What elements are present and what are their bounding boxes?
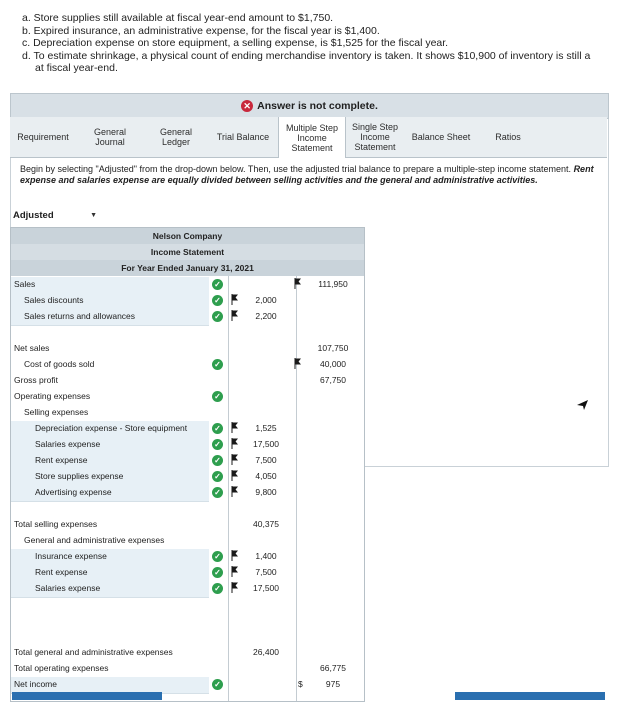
rent-admin-amount[interactable]: 7,500 <box>255 567 277 577</box>
check-icon: ✓ <box>212 359 223 370</box>
net-income-amount[interactable]: 975 <box>325 679 341 689</box>
check-icon: ✓ <box>212 391 223 402</box>
statement-title: Income Statement <box>11 244 364 260</box>
row-advertising: Advertising expense ✓ 9,800 <box>11 485 364 501</box>
tab-trial-balance[interactable]: Trial Balance <box>216 132 270 142</box>
income-statement-table <box>10 227 365 702</box>
row-sales-discounts: Sales discounts ✓ 2,000 <box>11 293 364 309</box>
flag-icon <box>231 486 238 497</box>
check-icon: ✓ <box>212 551 223 562</box>
check-icon: ✓ <box>212 471 223 482</box>
insurance-amount[interactable]: 1,400 <box>255 551 277 561</box>
answer-status-bar <box>10 93 609 119</box>
row-net-income: Net income ✓ $ 975 <box>11 677 364 693</box>
row-depreciation: Depreciation expense - Store equipment ✓ 1,525 <box>11 421 364 437</box>
directions-text <box>20 164 600 185</box>
instructions <box>22 12 617 75</box>
row-total-selling: Total selling expenses 40,375 <box>11 517 364 533</box>
check-icon: ✓ <box>212 295 223 306</box>
gross-profit-amount[interactable]: 67,750 <box>320 375 346 385</box>
flag-icon <box>294 278 301 289</box>
row-sales-returns: Sales returns and allowances ✓ 2,200 <box>11 309 364 325</box>
check-icon: ✓ <box>212 583 223 594</box>
instruction-a: a. Store supplies still available at fiscal year-end amount to $1,750. <box>22 12 334 24</box>
check-icon: ✓ <box>212 311 223 322</box>
sales-discounts-amount[interactable]: 2,000 <box>255 295 277 305</box>
flag-icon <box>231 550 238 561</box>
total-operating-amount[interactable]: 66,775 <box>320 663 346 673</box>
flag-icon <box>294 358 301 369</box>
row-sales: Sales ✓ 111,950 <box>11 277 364 293</box>
check-icon: ✓ <box>212 279 223 290</box>
row-total-operating: Total operating expenses 66,775 <box>11 661 364 677</box>
store-supplies-amount[interactable]: 4,050 <box>255 471 277 481</box>
flag-icon <box>231 422 238 433</box>
nav-next-button[interactable] <box>455 692 605 700</box>
currency-symbol: $ <box>298 679 303 689</box>
nav-prev-button[interactable] <box>12 692 162 700</box>
sales-total[interactable]: 111,950 <box>318 279 348 289</box>
check-icon: ✓ <box>212 679 223 690</box>
row-salaries-selling: Salaries expense ✓ 17,500 <box>11 437 364 453</box>
flag-icon <box>231 310 238 321</box>
row-cogs: Cost of goods sold ✓ 40,000 <box>11 357 364 373</box>
directions-emphasis: Rent expense and salaries expense are equally divided between selling activities and the general and administrative activities. <box>20 164 594 185</box>
sales-returns-amount[interactable]: 2,200 <box>255 311 277 321</box>
label-select-sales[interactable] <box>11 277 209 294</box>
check-icon: ✓ <box>212 487 223 498</box>
row-gross-profit: Gross profit 67,750 <box>11 373 364 389</box>
check-icon: ✓ <box>212 439 223 450</box>
flag-icon <box>231 438 238 449</box>
row-store-supplies: Store supplies expense ✓ 4,050 <box>11 469 364 485</box>
flag-icon <box>231 454 238 465</box>
flag-icon <box>231 582 238 593</box>
total-gen-admin-amount[interactable]: 26,400 <box>253 647 279 657</box>
cogs-amount[interactable]: 40,000 <box>320 359 346 369</box>
requirement-tabs <box>10 117 607 158</box>
adjusted-dropdown[interactable] <box>10 207 103 223</box>
company-name: Nelson Company <box>11 228 364 244</box>
instruction-c: c. Depreciation expense on store equipment, a selling expense, is $1,525 for the fiscal year. <box>22 37 449 49</box>
row-selling-expenses: Selling expenses <box>24 407 89 417</box>
instruction-d-cont: at fiscal year-end. <box>35 62 118 74</box>
tab-general-ledger[interactable]: General Ledger <box>159 127 193 147</box>
tab-ratios[interactable]: Ratios <box>495 132 521 142</box>
salaries-selling-amount[interactable]: 17,500 <box>253 439 279 449</box>
row-gen-admin: General and administrative expenses <box>24 535 165 545</box>
tab-general-journal[interactable]: General Journal <box>93 127 127 147</box>
dropdown-selected: Adjusted <box>13 209 54 221</box>
row-net-sales: Net sales 107,750 <box>11 341 364 357</box>
instruction-b: b. Expired insurance, an administrative expense, for the fiscal year is $1,400. <box>22 24 380 37</box>
depreciation-amount[interactable]: 1,525 <box>255 423 277 433</box>
row-rent-admin: Rent expense ✓ 7,500 <box>11 565 364 581</box>
chevron-down-icon: ▼ <box>90 211 97 219</box>
total-selling-amount[interactable]: 40,375 <box>253 519 279 529</box>
row-total-gen-admin: Total general and administrative expenses 26,400 <box>11 645 364 661</box>
answer-status-text: Answer is not complete. <box>257 100 378 112</box>
cursor-icon <box>577 399 589 411</box>
flag-icon <box>231 294 238 305</box>
error-x-icon: ✕ <box>241 100 253 112</box>
tab-balance-sheet[interactable]: Balance Sheet <box>411 132 471 142</box>
salaries-admin-amount[interactable]: 17,500 <box>253 583 279 593</box>
tab-single-step-income-statement[interactable]: Single Step Income Statement <box>351 122 399 152</box>
row-insurance: Insurance expense ✓ 1,400 <box>11 549 364 565</box>
directions-plain: Begin by selecting "Adjusted" from the drop-down below. Then, use the adjusted trial balance to prepare a multiple-step income statement. <box>20 164 572 174</box>
flag-icon <box>231 470 238 481</box>
instruction-d: d. To estimate shrinkage, a physical count of ending merchandise inventory is taken. It shows $10,900 of inventory is still a <box>22 49 591 62</box>
net-sales-amount[interactable]: 107,750 <box>317 343 349 353</box>
check-icon: ✓ <box>212 423 223 434</box>
check-icon: ✓ <box>212 567 223 578</box>
row-operating-expenses: Operating expenses ✓ <box>11 389 364 405</box>
tab-multiple-step-income-statement[interactable]: Multiple Step Income Statement <box>278 117 346 158</box>
statement-period: For Year Ended January 31, 2021 <box>11 260 364 276</box>
advertising-amount[interactable]: 9,800 <box>255 487 277 497</box>
row-rent-selling: Rent expense ✓ 7,500 <box>11 453 364 469</box>
flag-icon <box>231 566 238 577</box>
tab-requirement[interactable]: Requirement <box>17 132 69 142</box>
check-icon: ✓ <box>212 455 223 466</box>
rent-selling-amount[interactable]: 7,500 <box>255 455 277 465</box>
row-salaries-admin: Salaries expense ✓ 17,500 <box>11 581 364 597</box>
